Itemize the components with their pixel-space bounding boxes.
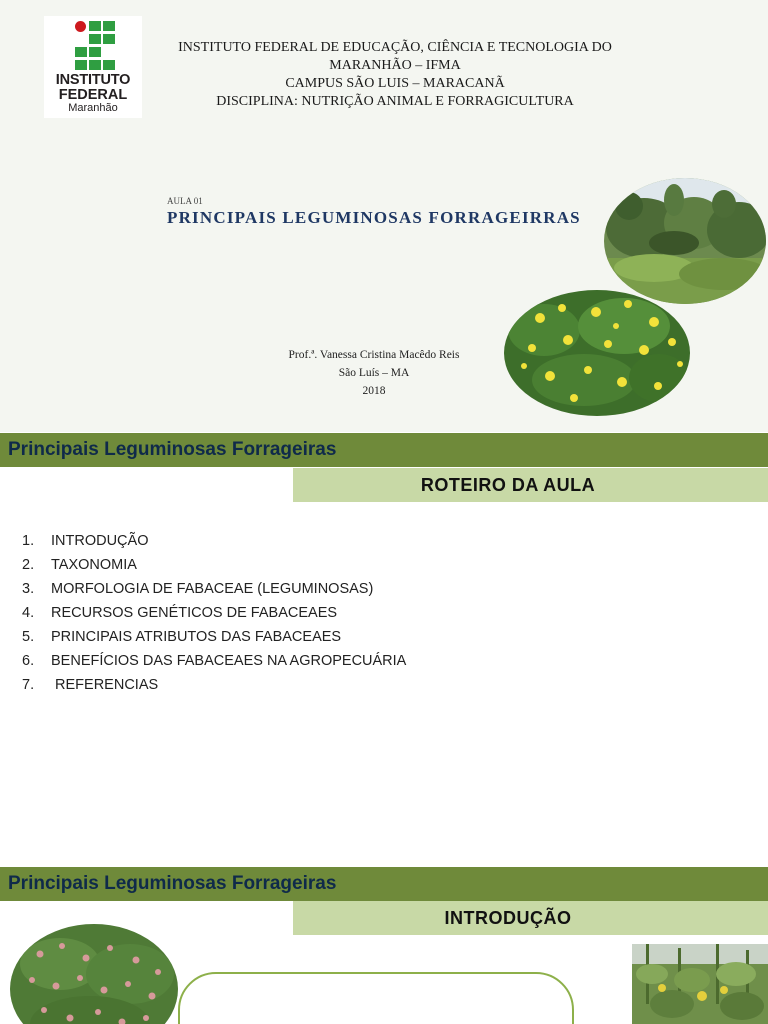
institution-line: MARANHÃO – IFMA [329,58,461,73]
list-item [22,603,406,627]
list-item-number: 4. [22,605,35,621]
slide-header-bar [0,433,768,467]
institution-line: INSTITUTO FEDERAL DE EDUCAÇÃO, CIÊNCIA E TECNOLOGIA DO [178,40,612,55]
slide-title: PRINCIPAIS LEGUMINOSAS FORRAGEIRRAS [167,208,581,227]
logo-grid-icon [74,21,116,72]
title-slide [0,0,768,432]
intro-text-box [178,972,574,1024]
list-item-text: PRINCIPAIS ATRIBUTOS DAS FABACEAES [51,629,342,645]
forage-field-photo [604,178,766,304]
author-block [238,346,510,400]
list-item-number: 2. [22,557,35,573]
institution-header [150,39,640,111]
author-year: 2018 [362,385,386,397]
author-name: Prof.ª. Vanessa Cristina Macêdo Reis [288,349,460,361]
list-item-text: REFERENCIAS [51,677,159,693]
outline-slide [0,432,768,866]
list-item-number: 5. [22,629,35,645]
institution-line: CAMPUS SÃO LUIS – MARACANÃ [285,76,505,91]
list-item [22,531,406,555]
slide-subheader-bar [293,901,768,935]
list-item-number: 6. [22,653,35,669]
slide-subheader-title: ROTEIRO DA AULA [420,475,596,495]
introduction-slide [0,866,768,1024]
slide-header-title: Principais Leguminosas Forrageiras [8,873,337,894]
logo-text-federal: FEDERAL [58,87,128,103]
slide-subheader-title: INTRODUÇÃO [444,908,572,928]
list-item-number: 3. [22,581,35,597]
author-location: São Luís – MA [338,367,410,379]
list-item [22,651,406,675]
list-item [22,579,406,603]
list-item-text: RECURSOS GENÉTICOS DE FABACEAES [51,605,338,621]
institution-line: DISCIPLINA: NUTRIÇÃO ANIMAL E FORRAGICULTURA [216,94,574,109]
slide-header-title: Principais Leguminosas Forrageiras [8,439,337,460]
slide-subheader-bar [293,468,768,502]
tall-legume-photo [632,944,768,1024]
ifma-logo [44,16,142,118]
list-item-text: TAXONOMIA [51,557,137,573]
lesson-number: AULA 01 [167,196,203,206]
yellow-flower-legume-photo [504,290,690,416]
slide-header-bar [0,867,768,901]
list-item-text: MORFOLOGIA DE FABACEAE (LEGUMINOSAS) [51,581,374,597]
list-item [22,627,406,651]
list-item-number: 1. [22,533,35,549]
logo-text-maranhao: Maranhão [68,102,118,114]
list-item-number: 7. [22,677,35,693]
list-item [22,555,406,579]
list-item [22,675,406,699]
outline-list [22,531,406,699]
pink-flower-legume-photo [10,924,178,1024]
list-item-text: BENEFÍCIOS DAS FABACEAES NA AGROPECUÁRIA [51,653,407,669]
list-item-text: INTRODUÇÃO [51,533,149,549]
logo-text-instituto: INSTITUTO [55,72,131,88]
